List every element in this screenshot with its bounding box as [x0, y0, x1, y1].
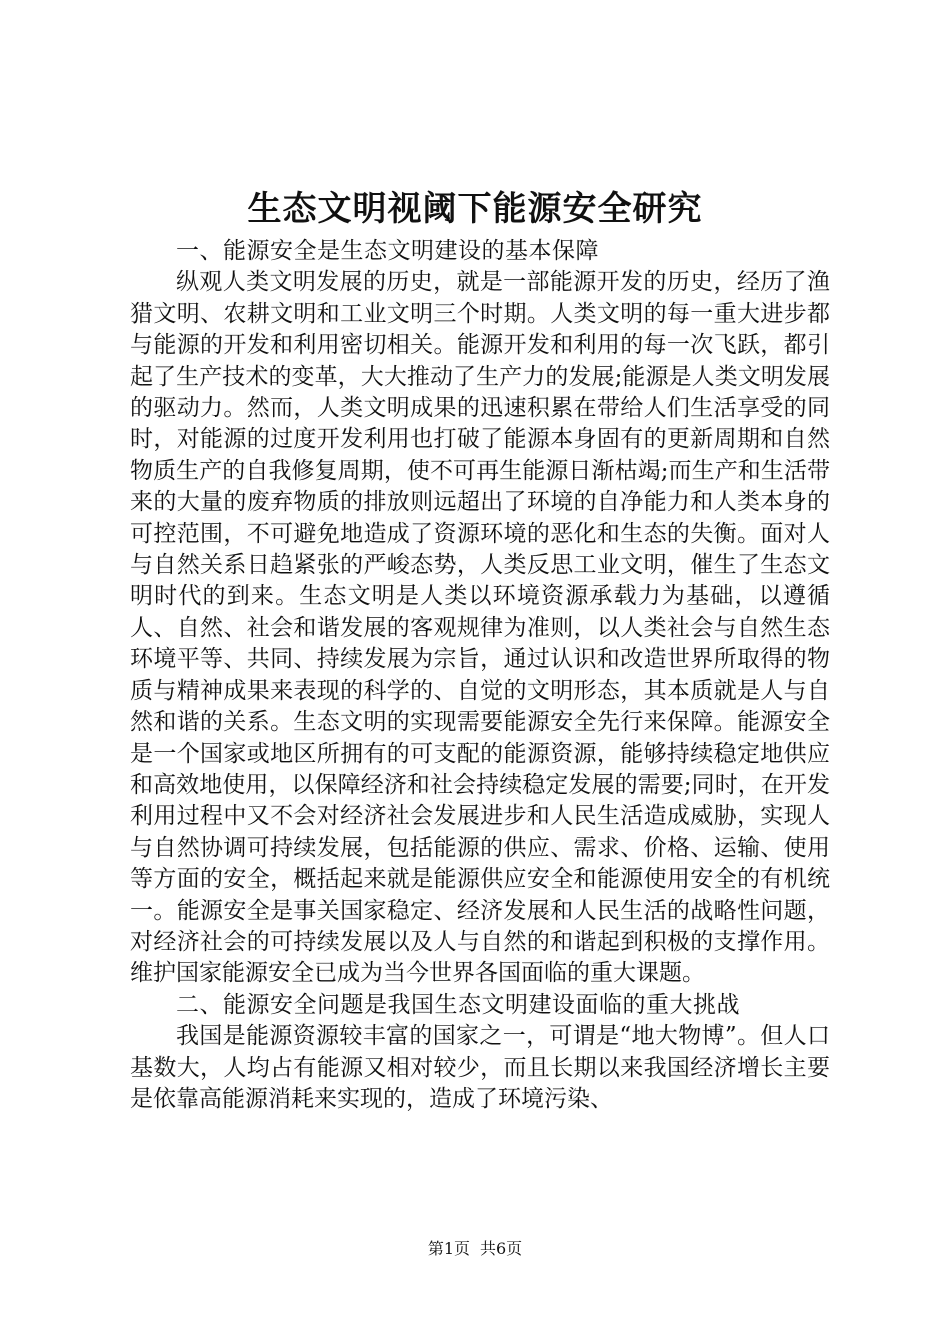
page-total: 共6页 — [480, 1239, 523, 1258]
page-number: 第1页 — [427, 1239, 470, 1258]
section-heading-2: 二、能源安全问题是我国生态文明建设面临的重大挑战 — [176, 991, 740, 1018]
page-footer — [0, 1238, 950, 1260]
section-heading-1: 一、能源安全是生态文明建设的基本保障 — [176, 238, 599, 264]
body-paragraph-2: 我国是能源资源较丰富的国家之一，可谓是“地大物博”。但人口基数大，人均占有能源又相对较少，而且长期以来我国经济增长主要是依靠高能源消耗来实现的，造成了环境污染、 — [130, 1023, 830, 1112]
document-body — [130, 236, 830, 1115]
body-paragraph-1: 纵观人类文明发展的历史，就是一部能源开发的历史，经历了渔猎文明、农耕文明和工业文明三个时期。人类文明的每一重大进步都与能源的开发和利用密切相关。能源开发和利用的每一次飞跃，都引起了生产技术的变革，大大推动了生产力的发展;能源是人类文明发展的驱动力。然而，人类文明成果的迅速积累在带给人们生活享受的同时，对能源的过度开发利用也打破了能源本身固有的更新周期和自然物质生产的自我修复周期，使不可再生能源日渐枯竭;而生产和生活带来的大量的废弃物质的排放则远超出了环境的自净能力和人类本身的可控范围，不可避免地造成了资源环境的恶化和生态的失衡。面对人与自然关系日趋紧张的严峻态势，人类反思工业文明，催生了生态文明时代的到来。生态文明是人类以环境资源承载力为基础，以遵循人、自然、社会和谐发展的客观规律为准则，以人类社会与自然生态环境平等、共同、持续发展为宗旨，通过认识和改造世界所取得的物质与精神成果来表现的科学的、自觉的文明形态，其本质就是人与自然和谐的关系。生态文明的实现需要能源安全先行来保障。能源安全是一个国家或地区所拥有的可支配的能源资源，能够持续稳定地供应和高效地使用，以保障经济和社会持续稳定发展的需要;同时，在开发利用过程中又不会对经济社会发展进步和人民生活造成威胁，实现人与自然协调可持续发展，包括能源的供应、需求、价格、运输、使用等方面的安全，概括起来就是能源供应安全和能源使用安全的有机统一。能源安全是事关国家稳定、经济发展和人民生活的战略性问题，对经济社会的可持续发展以及人与自然的和谐起到积极的支撑作用。维护国家能源安全已成为当今世界各国面临的重大课题。 — [130, 269, 830, 987]
document-title: 生态文明视阈下能源安全研究 — [247, 189, 703, 229]
